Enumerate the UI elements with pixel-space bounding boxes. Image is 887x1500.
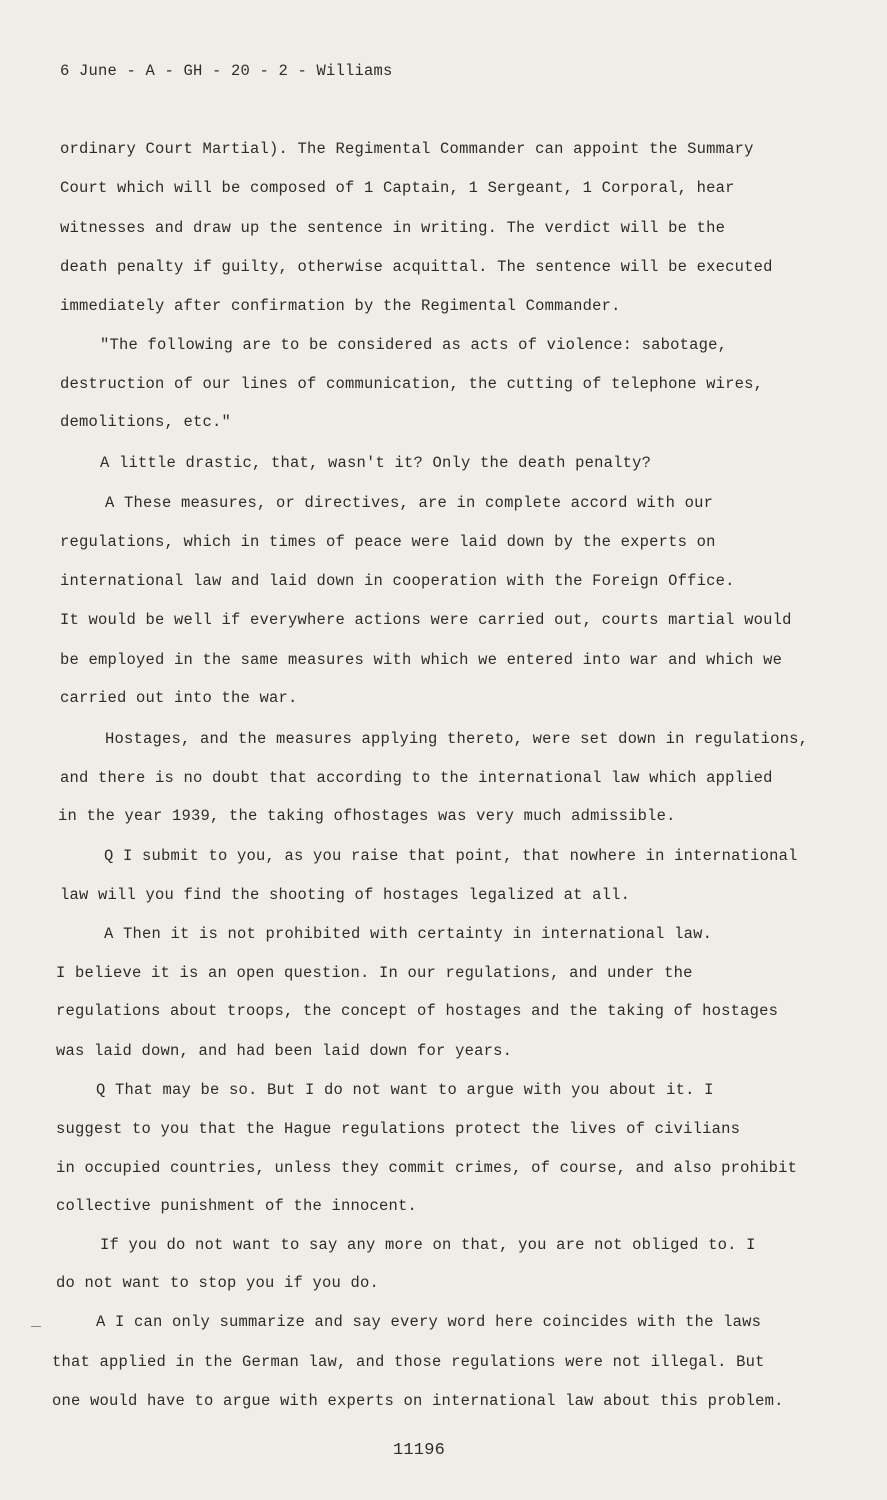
text-line: carried out into the war. bbox=[60, 689, 298, 707]
text-line: A little drastic, that, wasn't it? Only the death penalty? bbox=[100, 454, 652, 472]
text-line: be employed in the same measures with which we entered into war and which we bbox=[60, 651, 783, 669]
page-number: 11196 bbox=[393, 1441, 446, 1460]
text-line: Hostages, and the measures applying thereto, were set down in regulations, bbox=[105, 730, 809, 748]
page-header: 6 June - A - GH - 20 - 2 - Williams bbox=[60, 62, 393, 80]
text-line: suggest to you that the Hague regulations protect the lives of civilians bbox=[56, 1120, 741, 1138]
text-line: one would have to argue with experts on international law about this problem. bbox=[52, 1392, 784, 1410]
text-line: Q That may be so. But I do not want to argue with you about it. I bbox=[96, 1081, 714, 1099]
text-line: If you do not want to say any more on that, you are not obliged to. I bbox=[100, 1236, 756, 1254]
text-line: and there is no doubt that according to the international law which applied bbox=[60, 769, 773, 787]
text-line: It would be well if everywhere actions were carried out, courts martial would bbox=[60, 611, 792, 629]
text-line: immediately after confirmation by the Regimental Commander. bbox=[60, 297, 621, 315]
text-line: I believe it is an open question. In our regulations, and under the bbox=[56, 964, 693, 982]
text-line: in the year 1939, the taking ofhostages was very much admissible. bbox=[58, 807, 676, 825]
text-line: Court which will be composed of 1 Captain, 1 Sergeant, 1 Corporal, hear bbox=[60, 179, 735, 197]
text-line: that applied in the German law, and those regulations were not illegal. But bbox=[52, 1353, 765, 1371]
text-line: A These measures, or directives, are in complete accord with our bbox=[105, 494, 714, 512]
text-line: regulations, which in times of peace were laid down by the experts on bbox=[60, 533, 716, 551]
margin-mark bbox=[31, 1326, 41, 1327]
text-line: law will you find the shooting of hostages legalized at all. bbox=[60, 886, 631, 904]
text-line: collective punishment of the innocent. bbox=[56, 1197, 418, 1215]
text-line: death penalty if guilty, otherwise acquittal. The sentence will be executed bbox=[60, 258, 773, 276]
text-line: in occupied countries, unless they commit crimes, of course, and also prohibit bbox=[56, 1159, 798, 1177]
text-line: A I can only summarize and say every word here coincides with the laws bbox=[96, 1313, 762, 1331]
text-line: was laid down, and had been laid down for years. bbox=[56, 1042, 513, 1060]
text-line: ordinary Court Martial). The Regimental Commander can appoint the Summary bbox=[60, 140, 754, 158]
text-line: regulations about troops, the concept of hostages and the taking of hostages bbox=[56, 1002, 779, 1020]
text-line: international law and laid down in cooperation with the Foreign Office. bbox=[60, 572, 735, 590]
text-line: do not want to stop you if you do. bbox=[56, 1274, 380, 1292]
text-line: demolitions, etc." bbox=[60, 413, 232, 431]
text-line: A Then it is not prohibited with certainty in international law. bbox=[104, 925, 713, 943]
text-line: Q I submit to you, as you raise that point, that nowhere in international bbox=[104, 847, 798, 865]
text-line: witnesses and draw up the sentence in writing. The verdict will be the bbox=[60, 219, 726, 237]
text-line: destruction of our lines of communication, the cutting of telephone wires, bbox=[60, 375, 764, 393]
text-line: "The following are to be considered as acts of violence: sabotage, bbox=[100, 336, 728, 354]
